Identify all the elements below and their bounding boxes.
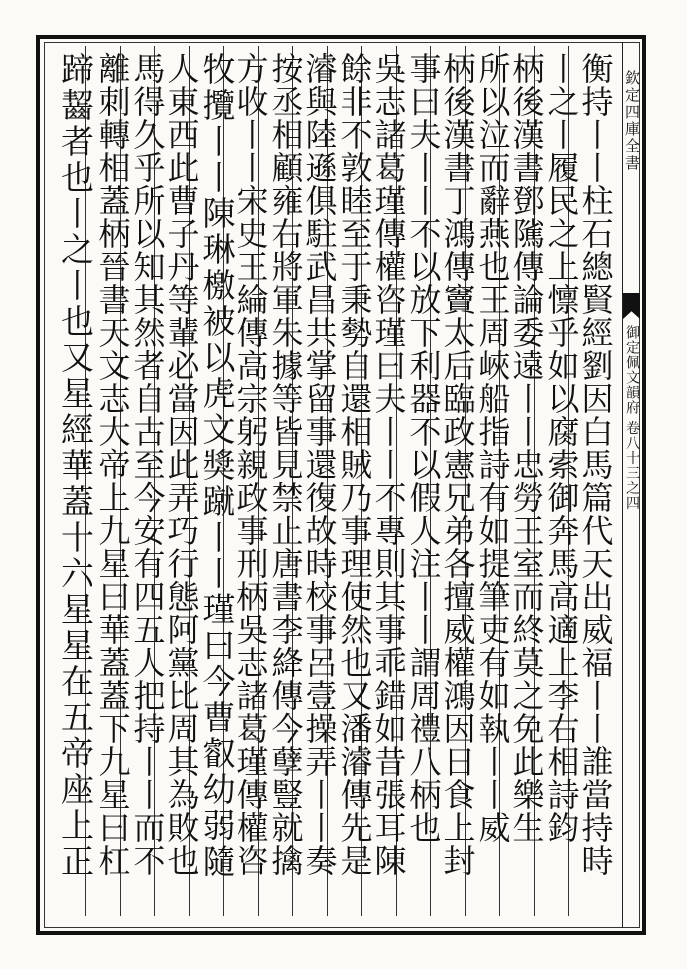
column-text: 所以泣而辭燕也王周峽船指詩有如提筆吏有如執丨丨威 [473, 52, 512, 844]
column-text: 吳志諸葛瑾傳權咨瑾曰夫丨丨不專則其事乖錯如昔張耳陳 [369, 52, 408, 877]
column-text: 丨之丨履民之上懔乎如以腐索御奔馬高適上李右相詩鈞 [542, 52, 581, 844]
fold-book-title: 欽定四庫全書 [623, 70, 641, 172]
fold-chapter-label: 御定佩文韻府 卷八十三之四 [624, 325, 640, 511]
column-text: 離刺轉相蓋柄晉書天文志大帝上九星曰華蓋蓋下九星曰杠 [93, 52, 132, 877]
column-text: 濬與陸遜俱駐武昌共掌留事還復故時校事呂壹操弄丨丨奏 [300, 52, 339, 877]
column-text: 餘非不敦睦至于秉勢自還相賊乃事理使然也又潘濬傳先是 [335, 52, 374, 877]
column-text: 衡持丨丨柱石總賢經劉因白馬篇代天出威福丨丨誰當持時 [576, 52, 615, 877]
text-column [48, 46, 102, 916]
column-text: 柄後漢書鄧隲傳論委遠丨丨忠勞王室而終莫之免此樂生 [507, 52, 546, 844]
column-text: 方收丨丨宋史王綸傳高宗躬親政事刑柄吳志諸葛瑾傳權咨 [231, 52, 270, 877]
column-text: 牧攬丨丨陳琳檄被以虎文獎蹴丨丨瑾曰今曹叡幼弱隨 [197, 52, 237, 880]
column-text: 人東西此曹子丹等輩必當因此弄巧行態阿黨比周其為敗也 [162, 52, 201, 877]
column-text: 馬得久乎所以知其然者自古至今安有四五人把持丨丨而不 [128, 52, 167, 877]
column-text: 蹄齧者也丨之丨也又星經華蓋十六星星在五帝座上正 [56, 52, 95, 880]
column-text: 柄後漢書丁鴻傳竇太后臨政憲兄弟各擅威權鴻因日食上封 [438, 52, 477, 877]
column-text: 事曰夫丨丨不以放下利器不以假人注丨丨謂周禮八柄也 [404, 52, 443, 844]
column-text: 按丞相顧雍右將軍朱據等皆見禁止唐書李絳傳今孽豎就擒 [266, 52, 305, 877]
